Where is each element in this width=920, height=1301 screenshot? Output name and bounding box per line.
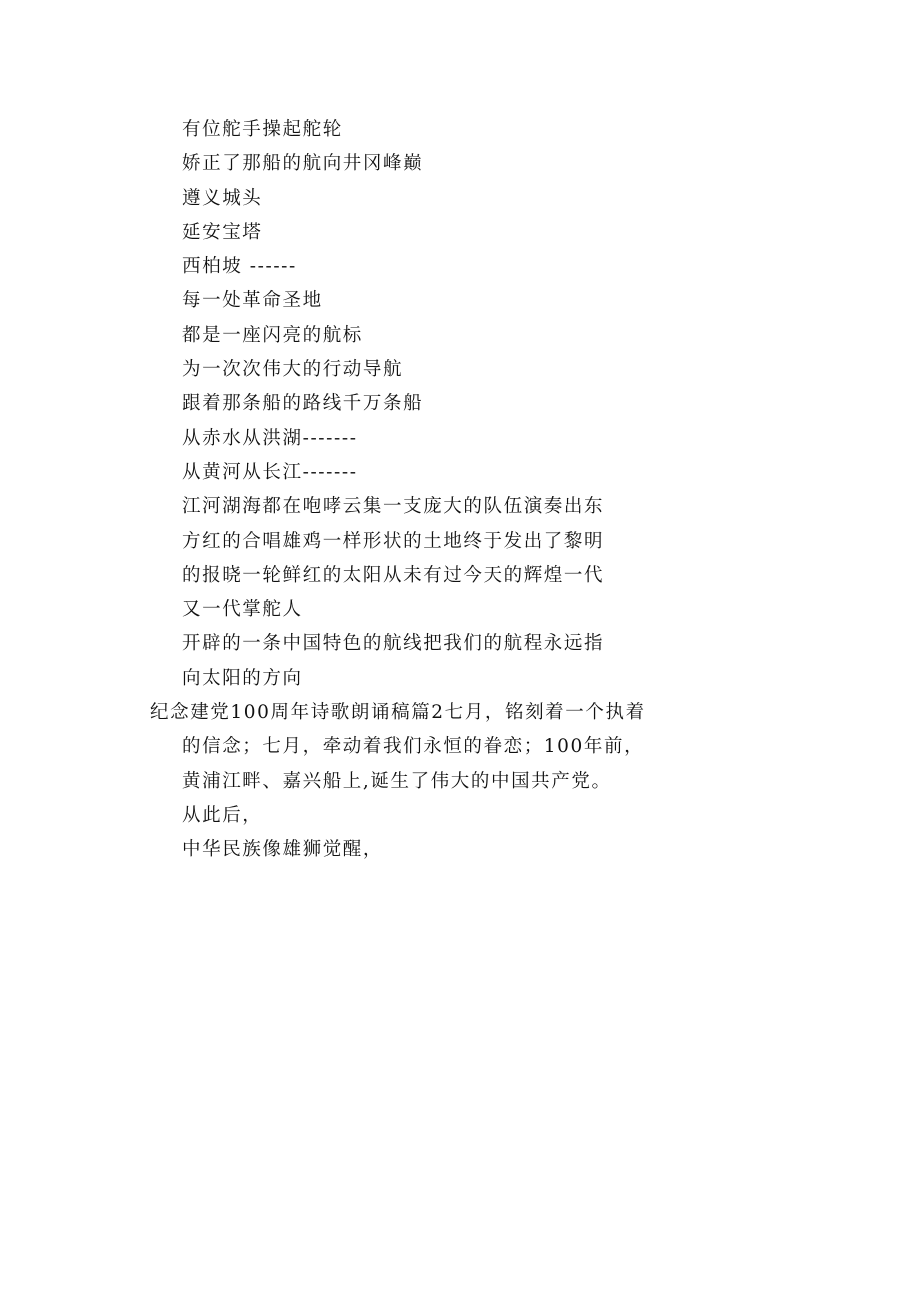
poem-line: 为一次次伟大的行动导航	[182, 359, 404, 381]
poem-line: 从此后，	[182, 804, 263, 826]
poem-paragraph: 开辟的一条中国特色的航线把我们的航程永远指向太阳的方向	[182, 633, 605, 689]
poem-line: 娇正了那船的航向井冈峰巅	[182, 153, 424, 175]
poem-line: 跟着那条船的路线千万条船	[182, 393, 424, 415]
poem-line: 每一处革命圣地	[182, 290, 323, 312]
poem-line: 西柏坡 ------	[182, 256, 297, 278]
poem-body	[150, 113, 646, 868]
poem-line: 都是一座闪亮的航标	[182, 324, 363, 346]
poem-line: 有位舵手操起舵轮	[182, 119, 343, 140]
poem-paragraph: 江河湖海都在咆哮云集一支庞大的队伍演奏出东方红的合唱雄鸡一样形状的土地终于发出了黎明的报晓一轮鲜红的太阳从未有过今天的辉煌一代又一代掌舵人	[182, 496, 605, 621]
section-heading-paragraph: 纪念建党100周年诗歌朗诵稿篇2七月，铭刻着一个执着的信念；七月，牵动着我们永恒的眷恋；100年前，黄浦江畔、嘉兴船上,诞生了伟大的中国共产党。	[150, 702, 646, 792]
poem-line: 遵义城头	[182, 187, 263, 209]
poem-line: 中华民族像雄狮觉醒，	[182, 839, 384, 861]
poem-line: 从黄河从长江-------	[182, 461, 358, 483]
poem-line: 从赤水从洪湖-------	[182, 427, 358, 449]
poem-line: 延安宝塔	[182, 221, 263, 243]
